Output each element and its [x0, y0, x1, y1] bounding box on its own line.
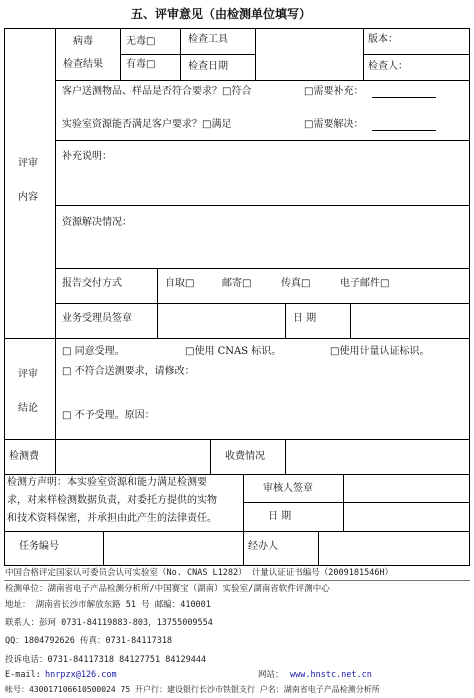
- reviewer-sign-field[interactable]: [344, 475, 468, 501]
- delivery-fax-checkbox[interactable]: 传真□: [281, 278, 311, 289]
- footer-website-label: 网站：: [258, 670, 284, 680]
- footer-address: 地址： 湖南省长沙市解放东路 51 号 邮编：410001: [5, 600, 211, 610]
- footer-accreditation: 中国合格评定国家认可委员会认可实验室（No. CNAS L1282） 计量认证证书编号（2009181546H）: [5, 568, 394, 578]
- supplement-label: 补充说明：: [62, 151, 112, 162]
- test-fee-field[interactable]: [56, 440, 209, 473]
- delivery-mail-checkbox[interactable]: 邮寄□: [222, 278, 252, 289]
- section-title: 五、评审意见（由检测单位填写）: [131, 7, 312, 21]
- footer-bank-account: 帐号：430017106610500024 75 开户行：建设银行长沙市铁银支行 户名：湖南省电子产品检测分析所: [5, 685, 380, 694]
- check-tool-field[interactable]: [256, 29, 362, 53]
- virus-none-checkbox[interactable]: 无毒□: [126, 36, 156, 47]
- check-tool-label: 检查工具: [188, 34, 228, 45]
- test-fee-label: 检测费: [9, 451, 39, 462]
- handler-field[interactable]: [319, 532, 468, 564]
- check-date-label: 检查日期: [188, 61, 228, 72]
- review-content-label-line2: 内容: [18, 192, 38, 203]
- lab-resource-question: 实验室资源能否满足客户要求？□满足: [62, 119, 232, 130]
- clerk-sign-label: 业务受理员签章: [62, 313, 132, 324]
- footer-qq-fax: QQ：1804792626 传真：0731-84117318: [5, 636, 173, 646]
- check-date-field[interactable]: [256, 55, 362, 79]
- footer-complaint-phone: 投诉电话：0731-84117318 84127751 84129444: [5, 655, 207, 665]
- footer-contact: 联系人：彭珂 0731-84119883-803，13755009554: [5, 618, 213, 628]
- footer-email-link[interactable]: hnrpzx@126.com: [45, 670, 117, 680]
- sample-requirement-question: 客户送测物品、样品是否符合要求？□符合: [62, 86, 252, 97]
- declaration-line2: 求，对来样检测数据负责，对委托方提供的实物: [7, 495, 217, 506]
- sample-need-field[interactable]: [372, 97, 436, 98]
- reviewer-sign-label: 审核人签章: [263, 483, 313, 494]
- version-label: 版本：: [368, 34, 398, 45]
- cnas-mark-checkbox[interactable]: □使用 CNAS 标识。: [185, 346, 282, 357]
- task-number-field[interactable]: [104, 532, 317, 564]
- inspector-label: 检查人：: [368, 61, 408, 72]
- virus-has-checkbox[interactable]: 有毒□: [126, 59, 156, 70]
- accept-checkbox[interactable]: □ 同意受理。: [62, 346, 125, 357]
- virus-label-line2: 检查结果: [63, 59, 103, 70]
- handler-label: 经办人: [248, 541, 278, 552]
- lab-need-checkbox[interactable]: □需要解决：: [304, 119, 364, 130]
- footer-email-label: E-mail:: [5, 670, 41, 680]
- clerk-date-label: 日 期: [293, 313, 317, 324]
- sample-need-checkbox[interactable]: □需要补充：: [304, 86, 364, 97]
- virus-label-line1: 病毒: [73, 36, 93, 47]
- reviewer-date-field[interactable]: [344, 503, 468, 530]
- conclusion-label-line1: 评审: [18, 369, 38, 380]
- declaration-line3: 和技术资料保密，并承担由此产生的法律责任。: [7, 513, 217, 524]
- nonconform-checkbox[interactable]: □ 不符合送测要求，请修改：: [62, 366, 195, 377]
- resolution-label: 资源解决情况：: [62, 217, 132, 228]
- delivery-method-label: 报告交付方式: [62, 278, 122, 289]
- review-content-label-line1: 评审: [18, 158, 38, 169]
- conclusion-label-line2: 结论: [18, 403, 38, 414]
- fee-status-field[interactable]: [286, 440, 468, 473]
- cma-mark-checkbox[interactable]: □使用计量认证标识。: [330, 346, 430, 357]
- delivery-self-pickup-checkbox[interactable]: 自取□: [165, 278, 195, 289]
- lab-need-field[interactable]: [372, 130, 436, 131]
- declaration-line1: 检测方声明：本实验室资源和能力满足检测要: [7, 477, 207, 488]
- reviewer-date-label: 日 期: [268, 511, 292, 522]
- footer-website-link[interactable]: www.hnstc.net.cn: [290, 670, 372, 680]
- footer-organization: 检测单位：湖南省电子产品检测分析所/中国赛宝（湖南）实验室/湖南省软件评测中心: [5, 584, 330, 594]
- delivery-email-checkbox[interactable]: 电子邮件□: [340, 278, 390, 289]
- task-number-label: 任务编号: [19, 541, 59, 552]
- reject-checkbox[interactable]: □ 不予受理。原因：: [62, 410, 155, 421]
- fee-status-label: 收费情况: [225, 451, 265, 462]
